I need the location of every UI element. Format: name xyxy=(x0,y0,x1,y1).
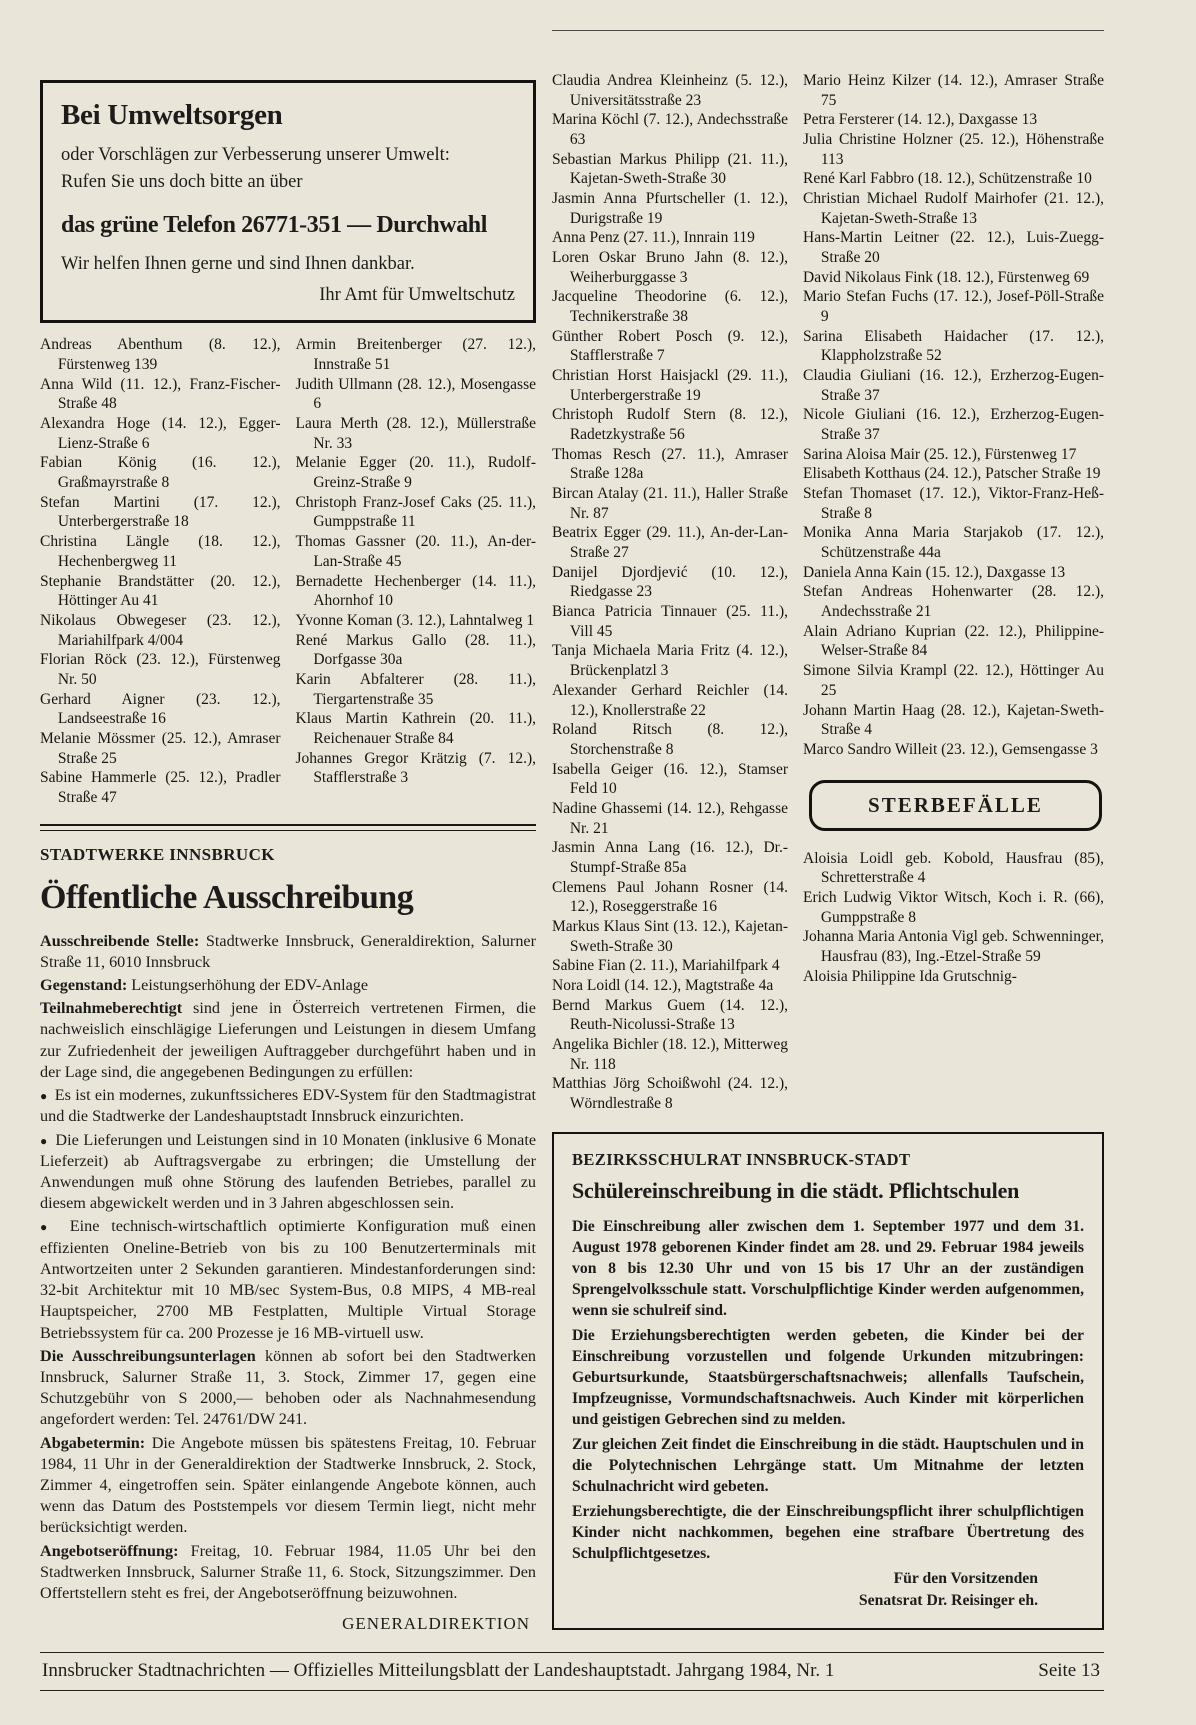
birth-entry: Monika Anna Maria Starjakob (17. 12.), Schützenstraße 44a xyxy=(803,524,1104,562)
schulrat-kicker: BEZIRKSSCHULRAT INNSBRUCK-STADT xyxy=(572,1149,911,1169)
birth-entry: Yvonne Koman (3. 12.), Lahntalweg 1 xyxy=(295,611,535,629)
sterbefaelle-list xyxy=(803,849,1104,987)
birth-entry: Thomas Gassner (20. 11.), An-der-Lan-Straße 45 xyxy=(295,533,536,570)
ausschreibung-paragraph xyxy=(40,1433,536,1539)
birth-entry: Stefan Thomaset (17. 12.), Viktor-Franz-Heß-Straße 8 xyxy=(803,485,1104,522)
birth-entry: Melanie Mössmer (25. 12.), Amraser Straße 25 xyxy=(40,729,281,767)
birth-entry: Jacqueline Theodorine (6. 12.), Technikerstraße 38 xyxy=(552,288,788,326)
birth-entry: Petra Fersterer (14. 12.), Daxgasse 13 xyxy=(803,111,1038,129)
paragraph-lead: Angebotseröffnung: xyxy=(40,1541,191,1560)
death-entry: Johanna Maria Antonia Vigl geb. Schwenninger, Hausfrau (83), Ing.-Etzel-Straße 59 xyxy=(803,928,1104,965)
birth-entry: Klaus Martin Kathrein (20. 11.), Reichenauer Straße 84 xyxy=(295,710,536,747)
footer-rule-bottom xyxy=(40,1690,1104,1691)
births-left-columns xyxy=(40,335,536,807)
schulrat-paragraph xyxy=(572,1501,1084,1564)
ausschreibung-title: Öffentliche Ausschreibung xyxy=(40,878,414,916)
paragraph-text: können ab sofort bei den Stadtwerken Innsbruck, Salurner Straße 11, 3. Stock, Zimmer 17, gegen eine Schutzgebühr von S 2000,— behoben oder als Nachnahmesendung angefordert werden: Tel. 24761/DW 241. xyxy=(40,1346,536,1429)
schulrat-paragraph xyxy=(572,1325,1084,1430)
births-column-4-list xyxy=(803,71,1104,760)
birth-entry: Karin Abfalterer (28. 11.), Tiergartenstraße 35 xyxy=(295,670,536,708)
birth-entry: Gerhard Aigner (23. 12.), Landseestraße 16 xyxy=(40,690,281,728)
birth-entry: Loren Oskar Bruno Jahn (8. 12.), Weiherburggasse 3 xyxy=(552,249,788,286)
birth-entry: Bernd Markus Guem (14. 12.), Reuth-Nicolussi-Straße 13 xyxy=(552,996,788,1034)
birth-entry: Thomas Resch (27. 11.), Amraser Straße 128a xyxy=(552,445,788,483)
birth-entry: Clemens Paul Johann Rosner (14. 12.), Roseggerstraße 16 xyxy=(552,878,788,916)
birth-entry: Anna Wild (11. 12.), Franz-Fischer-Straße 48 xyxy=(40,375,281,413)
birth-entry: Stephanie Brandstätter (20. 12.), Höttinger Au 41 xyxy=(40,572,281,610)
birth-entry: Marco Sandro Willeit (23. 12.), Gemsengasse 3 xyxy=(803,740,1098,758)
birth-entry: Andreas Abenthum (8. 12.), Fürstenweg 139 xyxy=(40,336,281,374)
right-half xyxy=(552,30,1104,1630)
umwelt-box-title: Bei Umweltsorgen xyxy=(61,99,283,131)
birth-entry: Melanie Egger (20. 11.), Rudolf-Greinz-Straße 9 xyxy=(295,454,536,492)
birth-entry: Tanja Michaela Maria Fritz (4. 12.), Brückenplatzl 3 xyxy=(552,642,788,680)
top-rule xyxy=(552,30,1104,31)
paragraph-lead: Teilnahmeberechtigt xyxy=(40,999,194,1018)
paragraph-lead: Gegenstand: xyxy=(40,976,132,994)
birth-entry: Fabian König (16. 12.), Graßmayrstraße 8 xyxy=(40,454,281,492)
death-entry: Erich Ludwig Viktor Witsch, Koch i. R. (66), Gumppstraße 8 xyxy=(803,888,1104,926)
birth-entry: Claudia Andrea Kleinheinz (5. 12.), Universitätsstraße 23 xyxy=(552,72,788,109)
ausschreibung-paragraph xyxy=(40,1541,536,1605)
ausschreibung-section xyxy=(40,845,536,1635)
section-divider xyxy=(40,824,536,831)
birth-entry: Stefan Martini (17. 12.), Unterbergerstraße 18 xyxy=(40,493,281,531)
bullet-icon: ● xyxy=(40,1089,51,1104)
birth-entry: Julia Christine Holzner (25. 12.), Höhenstraße 113 xyxy=(803,131,1104,168)
ausschreibung-body xyxy=(40,931,536,1605)
births-column-2 xyxy=(296,335,537,807)
birth-entry: Danijel Djordjević (10. 12.), Riedgasse 23 xyxy=(552,563,788,601)
umwelt-box-signoff: Ihr Amt für Umweltschutz xyxy=(319,285,515,306)
ausschreibung-paragraph xyxy=(40,1216,536,1343)
ausschreibung-paragraph xyxy=(40,998,536,1083)
sterbefaelle-title: STERBEFÄLLE xyxy=(868,792,1043,817)
birth-entry: Bircan Atalay (21. 11.), Haller Straße Nr. 87 xyxy=(552,485,788,522)
paragraph-lead: Ausschreibende Stelle: xyxy=(40,931,206,950)
ausschreibung-paragraph xyxy=(40,1085,536,1127)
birth-entry: Beatrix Egger (29. 11.), An-der-Lan-Straße 27 xyxy=(552,524,788,562)
birth-entry: Roland Ritsch (8. 12.), Storchenstraße 8 xyxy=(552,721,788,758)
birth-entry: Mario Heinz Kilzer (14. 12.), Amraser Straße 75 xyxy=(803,72,1104,109)
birth-entry: Daniela Anna Kain (15. 12.), Daxgasse 13 xyxy=(803,563,1066,581)
birth-entry: Christian Michael Rudolf Mairhofer (21. 12.), Kajetan-Sweth-Straße 13 xyxy=(803,190,1104,227)
birth-entry: Sabine Hammerle (25. 12.), Pradler Straße 47 xyxy=(40,769,281,806)
footer-masthead: Innsbrucker Stadtnachrichten — Offizielles Mitteilungsblatt der Landeshauptstadt. Jahrgang 1984, Nr. 1 xyxy=(42,1660,835,1682)
birth-entry: Nadine Ghassemi (14. 12.), Rehgasse Nr. 21 xyxy=(552,799,788,837)
footer-page-number: Seite 13 xyxy=(1038,1660,1100,1682)
birth-entry: Judith Ullmann (28. 12.), Mosengasse 6 xyxy=(295,375,536,413)
page-footer xyxy=(40,1634,1104,1691)
birth-entry: René Markus Gallo (28. 11.), Dorfgasse 30a xyxy=(295,631,536,669)
ausschreibung-paragraph xyxy=(40,1130,536,1215)
paragraph-text: Freitag, 10. Februar 1984, 11.05 Uhr bei den Stadtwerken Innsbruck, Salurner Straße 11, 6. Stock, Sitzungszimmer. Den Offertstellern steht es frei, der Angebotseröffnung beizuwohnen. xyxy=(40,1541,536,1603)
sterbefaelle-heading-box xyxy=(809,780,1102,831)
birth-entry: David Nikolaus Fink (18. 12.), Fürstenweg 69 xyxy=(803,268,1090,286)
birth-entry: Johann Martin Haag (28. 12.), Kajetan-Sweth-Straße 4 xyxy=(803,701,1104,739)
footer-row xyxy=(40,1653,1104,1690)
umwelt-box-line: Rufen Sie uns doch bitte an über xyxy=(61,171,303,192)
birth-entry: Marina Köchl (7. 12.), Andechsstraße 63 xyxy=(552,111,788,149)
birth-entry: Armin Breitenberger (27. 12.), Innstraße 51 xyxy=(295,336,536,374)
paragraph-text: Stadtwerke Innsbruck, Generaldirektion, Salurner Straße 11, 6010 Innsbruck xyxy=(40,931,536,971)
schulrat-signoff: Senatsrat Dr. Reisinger eh. xyxy=(858,1592,1038,1610)
birth-entry: Christina Längle (18. 12.), Hechenbergweg 11 xyxy=(40,533,281,570)
birth-entry: Jasmin Anna Lang (16. 12.), Dr.-Stumpf-Straße 85a xyxy=(552,839,788,876)
schulrat-signoff: Für den Vorsitzenden xyxy=(893,1570,1038,1588)
schulrat-paragraph xyxy=(572,1434,1084,1497)
births-column-4 xyxy=(803,71,1104,1114)
paragraph-text: Leistungserhöhung der EDV-Anlage xyxy=(131,976,369,994)
birth-entry: Markus Klaus Sint (13. 12.), Kajetan-Sweth-Straße 30 xyxy=(552,917,788,955)
birth-entry: Angelika Bichler (18. 12.), Mitterweg Nr. 118 xyxy=(552,1035,788,1073)
birth-entry: René Karl Fabbro (18. 12.), Schützenstraße 10 xyxy=(803,170,1092,188)
schulrat-title: Schülereinschreibung in die städt. Pflichtschulen xyxy=(572,1177,1020,1203)
birth-entry: Alain Adriano Kuprian (22. 12.), Philippine-Welser-Straße 84 xyxy=(803,622,1104,660)
birth-entry: Sarina Elisabeth Haidacher (17. 12.), Klappholzstraße 52 xyxy=(803,327,1104,365)
death-entry: Aloisia Loidl geb. Kobold, Hausfrau (85), Schretterstraße 4 xyxy=(803,849,1104,887)
death-entry: Aloisia Philippine Ida Grutschnig- xyxy=(803,967,1017,985)
ausschreibung-paragraph xyxy=(40,975,536,996)
bullet-icon: ● xyxy=(40,1133,52,1148)
birth-entry: Christoph Rudolf Stern (8. 12.), Radetzkystraße 56 xyxy=(552,406,788,444)
birth-entry: Nicole Giuliani (16. 12.), Erzherzog-Eugen-Straße 37 xyxy=(803,406,1104,444)
paragraph-lead: Die Ausschreibungsunterlagen xyxy=(40,1346,266,1365)
birth-entry: Nikolaus Obwegeser (23. 12.), Mariahilfpark 4/004 xyxy=(40,611,281,649)
birth-entry: Hans-Martin Leitner (22. 12.), Luis-Zuegg-Straße 20 xyxy=(803,229,1104,267)
birth-entry: Nora Loidl (14. 12.), Magtstraße 4a xyxy=(552,976,774,994)
birth-entry: Bianca Patricia Tinnauer (25. 11.), Vill 45 xyxy=(552,603,788,640)
birth-entry: Christoph Franz-Josef Caks (25. 11.), Gumppstraße 11 xyxy=(295,493,536,531)
ausschreibung-signoff: GENERALDIREKTION xyxy=(342,1614,530,1634)
umwelt-box-line: Wir helfen Ihnen gerne und sind Ihnen dankbar. xyxy=(61,253,415,274)
births-column-1 xyxy=(40,335,281,807)
page-content xyxy=(40,30,1104,1634)
birth-entry: Anna Penz (27. 11.), Innrain 119 xyxy=(552,229,755,247)
birth-entry: Florian Röck (23. 12.), Fürstenweg Nr. 50 xyxy=(40,651,281,688)
paragraph-text: Die Einschreibung aller zwischen dem 1. September 1977 und dem 31. August 1978 geborenen Kinder findet am 28. und 29. Februar 1984 jeweils von 8 bis 12.30 Uhr und von 15 bis 17 Uhr an der zuständigen Sprengelvolksschule statt. Vorschulpflichtige Kinder werden aufgenommen, wenn sie schulreif sind. xyxy=(572,1217,1084,1319)
birth-entry: Isabella Geiger (16. 12.), Stamser Feld 10 xyxy=(552,760,788,798)
schulrat-body xyxy=(572,1216,1084,1565)
paragraph-text: Es ist ein modernes, zukunftssicheres EDV-System für den Stadtmagistrat und die Stadtwerke der Landeshauptstadt Innsbruck einzurichten. xyxy=(40,1086,536,1126)
paragraph-lead: Abgabetermin: xyxy=(40,1433,152,1452)
birth-entry: Günther Robert Posch (9. 12.), Stafflerstraße 7 xyxy=(552,327,788,365)
umwelt-phone-line: das grüne Telefon 26771-351 — Durchwahl xyxy=(61,211,488,238)
birth-entry: Alexandra Hoge (14. 12.), Egger-Lienz-Straße 6 xyxy=(40,415,281,452)
umwelt-box-line: oder Vorschlägen zur Verbesserung unserer Umwelt: xyxy=(61,145,450,165)
paragraph-text: Die Lieferungen und Leistungen sind in 10 Monaten (inklusive 6 Monate Lieferzeit) ab Auftragsvergabe zu erbringen; die Umstellung der Anwendungen muß ohne Störung des laufenden Betriebes, parallel zu diesem abgewickelt werden und in 3 Jahren abgeschlossen sein. xyxy=(40,1130,537,1213)
birth-entry: Jasmin Anna Pfurtscheller (1. 12.), Durigstraße 19 xyxy=(552,190,788,227)
birth-entry: Mario Stefan Fuchs (17. 12.), Josef-Pöll-Straße 9 xyxy=(803,288,1104,326)
paragraph-text: Zur gleichen Zeit findet die Einschreibung in die städt. Hauptschulen und in die Polytechnischen Lehrgänge statt. Um Mitnahme der letzten Schulnachricht wird gebeten. xyxy=(572,1435,1084,1495)
birth-entry: Stefan Andreas Hohenwarter (28. 12.), Andechsstraße 21 xyxy=(803,583,1104,621)
paragraph-text: Erziehungsberechtigte, die der Einschreibungspflicht ihrer schulpflichtigen Kinder nicht nachkommen, begehen eine strafbare Übertretung des Schulpflichtgesetzes. xyxy=(572,1503,1084,1563)
birth-entry: Sebastian Markus Philipp (21. 11.), Kajetan-Sweth-Straße 30 xyxy=(552,150,788,188)
paragraph-text: sind jene in Österreich vertretenen Firmen, die nachweislich einschlägige Lieferungen und Leistungen in diesem Umfang zur Zufriedenheit der jeweiligen Auftraggeber durchgeführt haben und in der Lage sind, die angegebenen Bedingungen zu erfüllen: xyxy=(40,999,536,1081)
paragraph-text: Eine technisch-wirtschaftlich optimierte Konfiguration muß einen effizienten Oneline-Betrieb von bis zu 100 Benutzerterminals mit Antwortzeiten unter 2 Sekunden garantieren. Mindestanforderungen sind: 32-bit Architektur mit 10 MB/sec System-Bus, 0.8 MIPS, 4 MB-real Hauptspeicher, 2700 MB Festplatten, Multiple Virtual Storage Betriebssystem für ca. 200 Prozesse je 16 MB-virtuell usw. xyxy=(40,1217,536,1342)
paragraph-text: Die Erziehungsberechtigten werden gebeten, die Kinder bei der Einschreibung vorzustellen und folgende Urkunden mitzubringen: Geburtsurkunde, Staatsbürgerschaftsnachweis; allenfalls Taufschein, Impfzeugnisse, Vormundschaftsnachweis. Auch Kinder mit körperlichen und geistigen Gebrechen sind zu melden. xyxy=(572,1326,1084,1428)
birth-entry: Sarina Aloisa Mair (25. 12.), Fürstenweg 17 xyxy=(803,445,1077,463)
schulrat-box xyxy=(552,1132,1104,1630)
birth-entry: Claudia Giuliani (16. 12.), Erzherzog-Eugen-Straße 37 xyxy=(803,367,1104,404)
paragraph-text: Die Angebote müssen bis spätestens Freitag, 10. Februar 1984, 11 Uhr in der Generaldirektion der Stadtwerke Innsbruck, 2. Stock, Zimmer 4, eingetroffen sein. Später einlangende Angebote können, auch wenn das Datum des Poststempels vor diesem Termin liegt, nicht mehr berücksichtigt werden. xyxy=(40,1433,536,1537)
births-right-columns xyxy=(552,71,1104,1114)
birth-entry: Christian Horst Haisjackl (29. 11.), Unterbergerstraße 19 xyxy=(552,367,788,404)
births-column-3 xyxy=(552,71,788,1114)
birth-entry: Elisabeth Kotthaus (24. 12.), Patscher Straße 19 xyxy=(803,465,1101,483)
birth-entry: Bernadette Hechenberger (14. 11.), Ahornhof 10 xyxy=(295,572,536,610)
ausschreibung-paragraph xyxy=(40,1346,536,1431)
birth-entry: Johannes Gregor Krätzig (7. 12.), Stafflerstraße 3 xyxy=(295,749,536,787)
left-half xyxy=(40,30,536,1634)
birth-entry: Matthias Jörg Schoißwohl (24. 12.), Wörndlestraße 8 xyxy=(552,1075,788,1112)
birth-entry: Sabine Fian (2. 11.), Mariahilfpark 4 xyxy=(552,957,780,975)
birth-entry: Laura Merth (28. 12.), Müllerstraße Nr. 33 xyxy=(295,415,536,452)
birth-entry: Alexander Gerhard Reichler (14. 12.), Knollerstraße 22 xyxy=(552,681,788,719)
bullet-icon: ● xyxy=(40,1220,66,1235)
umwelt-notice-box xyxy=(40,80,536,323)
schulrat-paragraph xyxy=(572,1216,1084,1321)
ausschreibung-kicker: STADTWERKE INNSBRUCK xyxy=(40,844,275,864)
birth-entry: Simone Silvia Krampl (22. 12.), Höttinger Au 25 xyxy=(803,662,1104,699)
ausschreibung-paragraph xyxy=(40,931,536,973)
